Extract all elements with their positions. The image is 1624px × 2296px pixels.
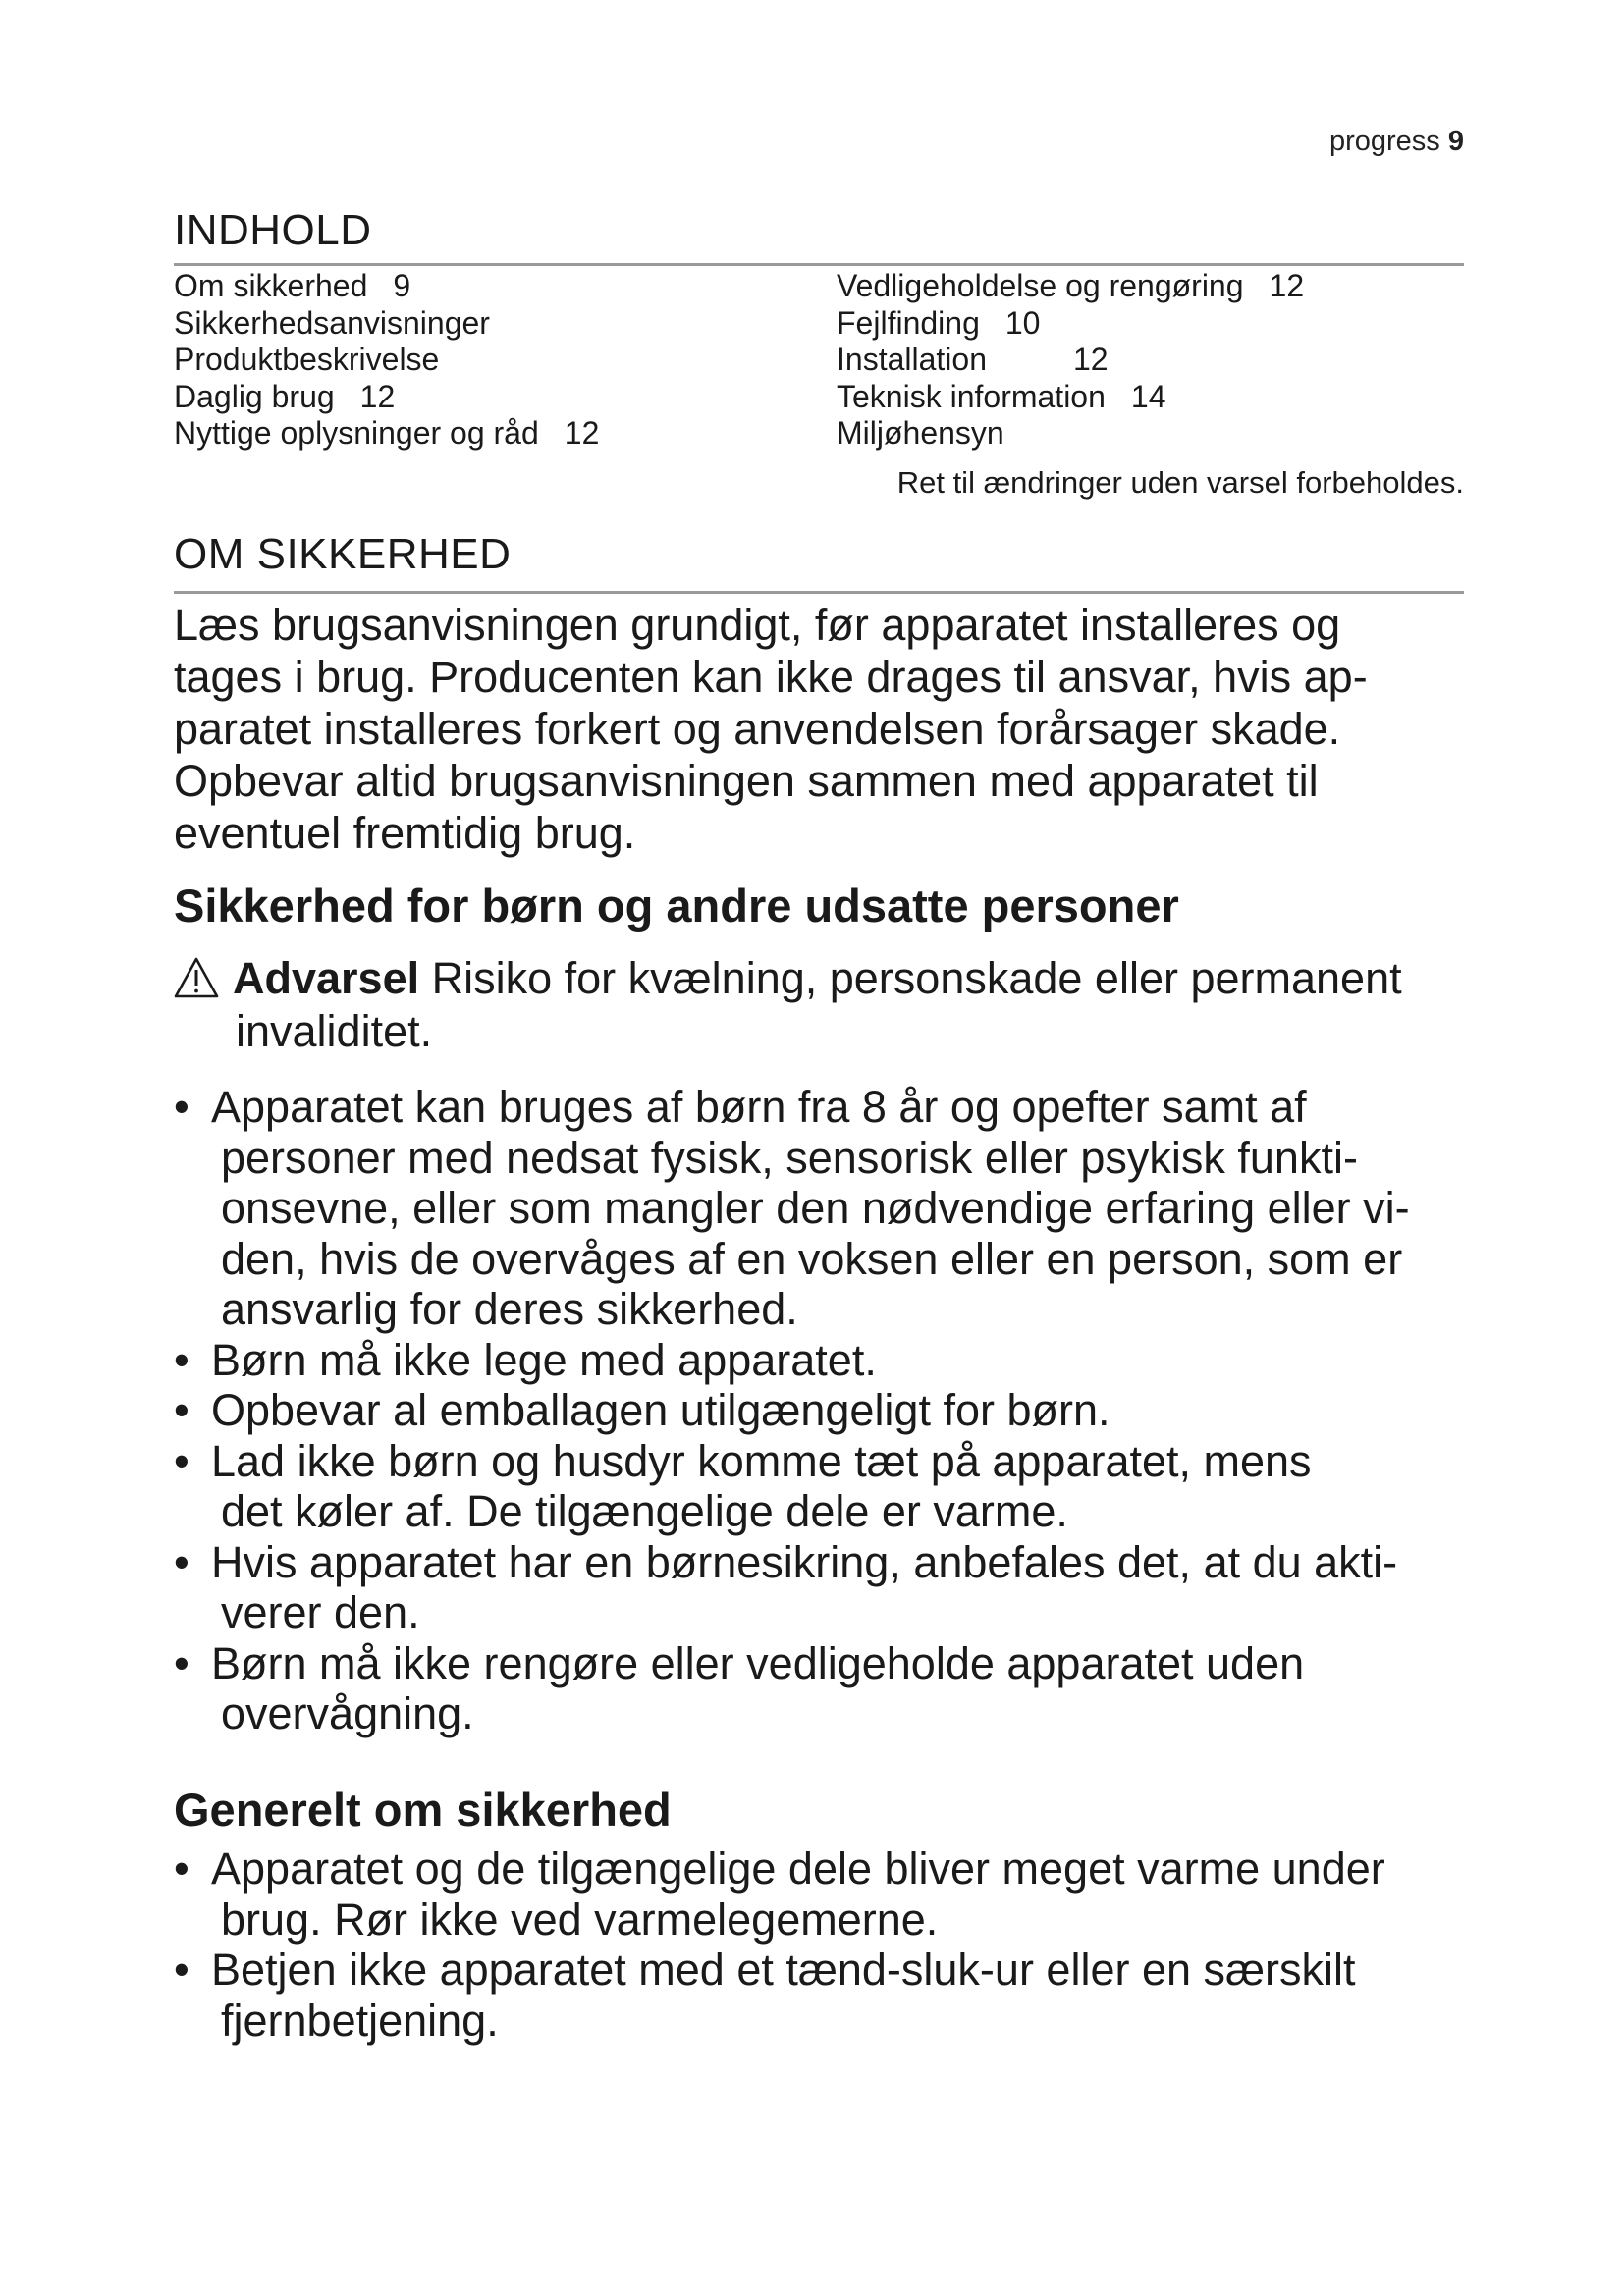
toc-left-column (174, 268, 599, 453)
page-number: 9 (1447, 126, 1464, 157)
children-safety-list (174, 1082, 1410, 1739)
toc-entry[interactable]: Installation 12 (837, 342, 1109, 377)
safety-divider (174, 591, 1464, 594)
toc-right-column (837, 268, 1304, 453)
warning-text: Risiko for kvælning, personskade eller permanent (431, 953, 1402, 1003)
change-notice: Ret til ændringer uden varsel forbeholdes. (896, 465, 1464, 500)
safety-title: OM SIKKERHED (174, 530, 512, 578)
list-item: • Lad ikke børn og husdyr komme tæt på apparatet, mens det køler af. De tilgængelige dele er varme. (174, 1436, 1410, 1537)
general-safety-list (174, 1843, 1385, 2046)
warning-label: Advarsel (233, 953, 420, 1003)
children-safety-heading: Sikkerhed for børn og andre udsatte personer (174, 880, 1179, 932)
page-header (1329, 126, 1464, 158)
toc-entry[interactable]: Om sikkerhed 9 (174, 268, 411, 303)
list-item: • Børn må ikke lege med apparatet. (174, 1335, 1410, 1386)
list-item: • Hvis apparatet har en børnesikring, anbefales det, at du akti- verer den. (174, 1537, 1410, 1638)
brand-name: progress (1328, 126, 1440, 157)
safety-intro: Læs brugsanvisningen grundigt, før apparatet installeres og tages i brug. Producenten kan ikke drages til ansvar, hvis ap- paratet installeres forkert og anvendelsen forårsager skade. Opbevar altid brugsanvisningen sammen med apparatet til eventuel fremtidig brug. (174, 600, 1368, 858)
toc-entry[interactable]: Sikkerhedsanvisninger (174, 304, 490, 341)
list-item: • Betjen ikke apparatet med et tænd-sluk-ur eller en særskilt fjernbetjening. (174, 1945, 1385, 2046)
warning-text-continued: invaliditet. (236, 1006, 433, 1056)
general-safety-heading: Generelt om sikkerhed (174, 1784, 672, 1836)
list-item: • Apparatet og de tilgængelige dele bliver meget varme under brug. Rør ikke ved varmelegemerne. (174, 1843, 1385, 1945)
toc-entry[interactable]: Miljøhensyn (837, 415, 1004, 451)
toc-entry[interactable]: Vedligeholdelse og rengøring 12 (837, 268, 1305, 303)
warning-triangle-icon (174, 956, 219, 999)
warning-box (174, 952, 1402, 1058)
toc-divider (174, 263, 1464, 266)
list-item: • Børn må ikke rengøre eller vedligeholde apparatet uden overvågning. (174, 1638, 1410, 1739)
toc-entry[interactable]: Fejlfinding 10 (837, 304, 1041, 341)
toc-entry[interactable]: Daglig brug 12 (174, 378, 396, 414)
toc-title: INDHOLD (174, 206, 372, 254)
toc-entry[interactable]: Teknisk information 14 (837, 378, 1166, 414)
list-item: • Apparatet kan bruges af børn fra 8 år og opefter samt af personer med nedsat fysisk, sensorisk eller psykisk funkti- onsevne, eller som mangler den nødvendige erfaring eller vi- den, hvis de overvåges af en voksen eller en person, som er ansvarlig for deres sikkerhed. (174, 1082, 1410, 1335)
toc-entry[interactable]: Produktbeskrivelse (174, 342, 440, 377)
toc-entry[interactable]: Nyttige oplysninger og råd 12 (174, 415, 600, 451)
list-item: • Opbevar al emballagen utilgængeligt for børn. (174, 1385, 1410, 1436)
